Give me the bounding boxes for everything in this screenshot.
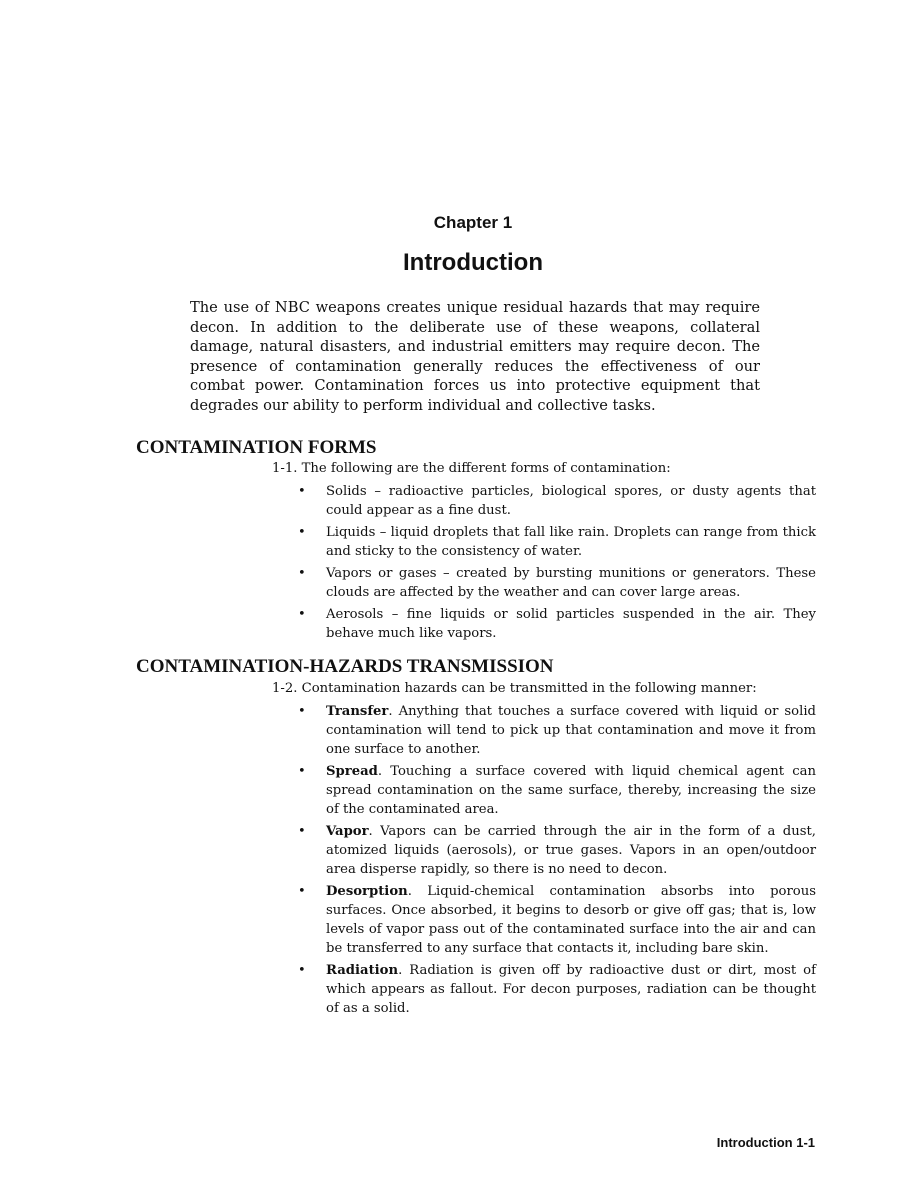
list-item-text: Solids – radioactive particles, biological spores, or dusty agents that could appear as a fine dust.: [326, 484, 816, 518]
bullet-icon: •: [298, 704, 306, 719]
list-item-term: Transfer: [326, 704, 389, 719]
contamination-forms-list: [298, 482, 816, 646]
section-heading-hazards-transmission: CONTAMINATION-HAZARDS TRANSMISSION: [136, 656, 554, 677]
list-item: [298, 822, 816, 879]
bullet-icon: •: [298, 824, 306, 839]
paragraph-1-2: 1-2. Contamination hazards can be transmitted in the following manner:: [272, 681, 757, 696]
list-item-text: . Touching a surface covered with liquid chemical agent can spread contamination on the same surface, thereby, increasing the size of the contaminated area.: [326, 764, 816, 817]
list-item-text: Vapors or gases – created by bursting munitions or generators. These clouds are affected by the weather and can cover large areas.: [326, 566, 816, 600]
bullet-icon: •: [298, 963, 306, 978]
bullet-icon: •: [298, 525, 306, 540]
list-item: [298, 702, 816, 759]
chapter-label: Chapter 1: [433, 213, 513, 232]
section-heading-contamination-forms: CONTAMINATION FORMS: [136, 437, 377, 458]
paragraph-1-1: 1-1. The following are the different forms of contamination:: [272, 461, 671, 476]
bullet-icon: •: [298, 607, 306, 622]
list-item-text: Aerosols – fine liquids or solid particles suspended in the air. They behave much like vapors.: [326, 607, 816, 641]
bullet-icon: •: [298, 764, 306, 779]
bullet-icon: •: [298, 884, 306, 899]
list-item: [298, 564, 816, 602]
bullet-icon: •: [298, 566, 306, 581]
list-item-term: Desorption: [326, 884, 408, 899]
list-item: [298, 482, 816, 520]
list-item-text: . Radiation is given off by radioactive dust or dirt, most of which appears as fallout. For decon purposes, radiation can be thought of as a solid.: [326, 963, 816, 1016]
chapter-title: Introduction: [403, 249, 543, 276]
bullet-icon: •: [298, 484, 306, 499]
list-item: [298, 605, 816, 643]
list-item-term: Radiation: [326, 963, 399, 978]
list-item-text: . Vapors can be carried through the air in the form of a dust, atomized liquids (aerosols), or true gases. Vapors in an open/outdoor area disperse rapidly, so there is no need to decon.: [326, 824, 816, 877]
intro-paragraph: The use of NBC weapons creates unique residual hazards that may require decon. In addition to the deliberate use of these weapons, collateral damage, natural disasters, and industrial emitters may require decon. The presence of contamination generally reduces the effectiveness of our combat power. Contamination forces us into protective equipment that degrades our ability to perform individual and collective tasks.: [190, 299, 760, 414]
list-item-text: . Liquid-chemical contamination absorbs into porous surfaces. Once absorbed, it begins to desorb or give off gas; that is, low levels of vapor pass out of the contaminated surface into the air and can be transferred to any surface that contacts it, including bare skin.: [326, 884, 816, 956]
list-item-text: . Anything that touches a surface covered with liquid or solid contamination will tend to pick up that contamination and move it from one surface to another.: [326, 704, 816, 757]
hazards-transmission-list: [298, 702, 816, 1021]
list-item: [298, 882, 816, 958]
list-item-term: Spread: [326, 764, 378, 779]
list-item: [298, 961, 816, 1018]
list-item: [298, 523, 816, 561]
page-footer: Introduction 1-1: [716, 1135, 815, 1150]
list-item-text: Liquids – liquid droplets that fall like rain. Droplets can range from thick and sticky to the consistency of water.: [326, 525, 816, 559]
list-item-term: Vapor: [326, 824, 369, 839]
list-item: [298, 762, 816, 819]
